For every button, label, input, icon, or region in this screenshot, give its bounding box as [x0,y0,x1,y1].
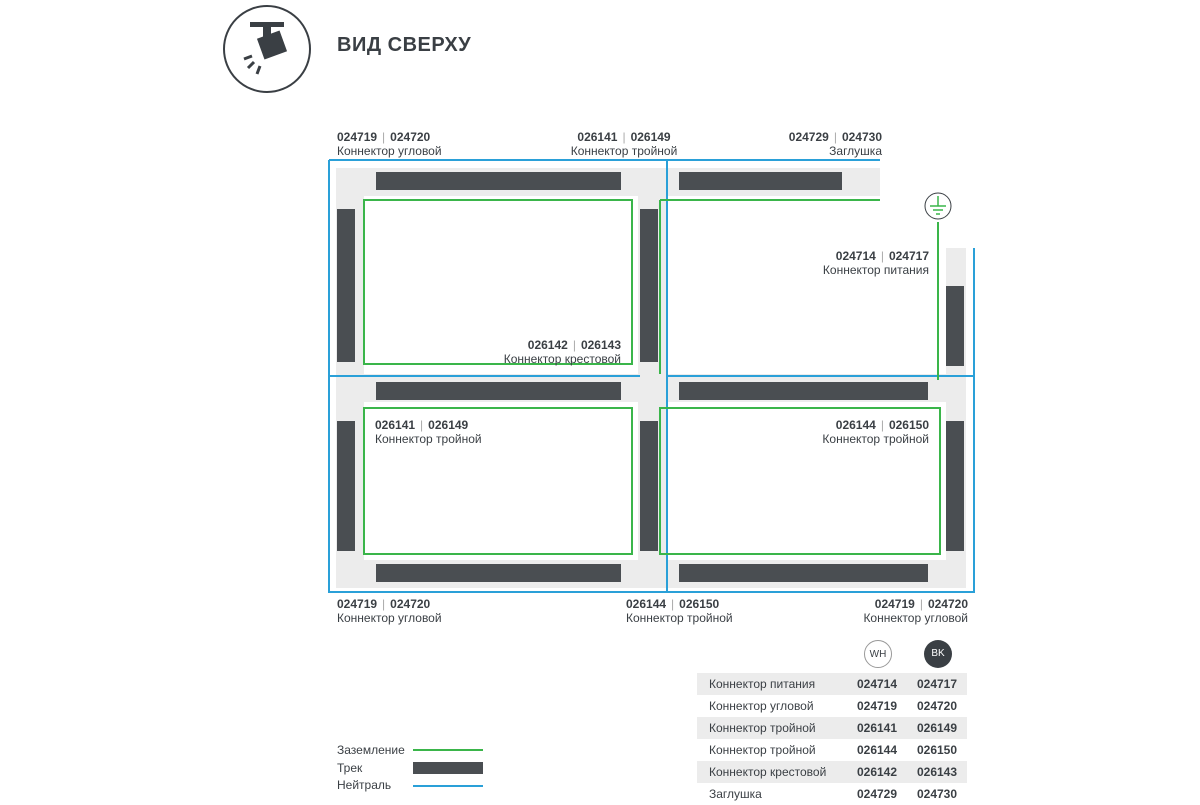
table-cell: Коннектор крестовой [709,765,827,779]
table-row [697,695,967,717]
table-row [697,761,967,783]
connector-label: 026141 | 026149 Коннектор тройной [375,418,482,446]
ground-symbol-icon [925,193,951,219]
legend-neutral-line [413,785,483,787]
table-cell: 024730 [916,787,958,801]
table-cell: 024714 [856,677,898,691]
legend-ground-line [413,749,483,751]
legend-ground: Заземление [337,743,405,757]
table-cell: Коннектор угловой [709,699,814,713]
wh-badge: WH [864,640,892,668]
table-cell: 024720 [916,699,958,713]
table-cell: Коннектор питания [709,677,816,691]
table-cell: 024729 [856,787,898,801]
table-cell: 026144 [856,743,898,757]
page-title: ВИД СВЕРХУ [337,34,472,56]
table-cell: 026150 [916,743,958,757]
article-table [697,673,967,805]
connector-label: 026144 | 026150 Коннектор тройной [822,418,929,446]
table-row [697,673,967,695]
connector-label: 024714 | 024717 Коннектор питания [822,249,929,277]
legend-neutral: Нейтраль [337,778,392,792]
legend-track-swatch [413,762,483,774]
table-cell: Коннектор тройной [709,721,816,735]
table-row [697,739,967,761]
legend-track: Трек [337,761,363,775]
bk-badge: BK [924,640,952,668]
table-cell: Коннектор тройной [709,743,816,757]
connector-label: 026142 | 026143 Коннектор крестовой [503,338,621,366]
table-cell: 026141 [856,721,898,735]
table-cell: 024719 [856,699,898,713]
connector-label: 026141 | 026149 Коннектор тройной [570,130,678,158]
table-cell: 026143 [916,765,958,779]
table-cell: 026142 [856,765,898,779]
connector-label: 026144 | 026150 Коннектор тройной [626,597,733,625]
connector-label: 024729 | 024730 Заглушка [788,130,882,158]
table-cell: 024717 [916,677,958,691]
connector-label: 024719 | 024720 Коннектор угловой [863,597,968,625]
connector-label: 024719 | 024720 Коннектор угловой [337,130,442,158]
table-cell: 026149 [916,721,958,735]
connector-label: 024719 | 024720 Коннектор угловой [337,597,442,625]
table-row [697,717,967,739]
table-row [697,783,967,805]
table-cell: Заглушка [709,787,762,801]
